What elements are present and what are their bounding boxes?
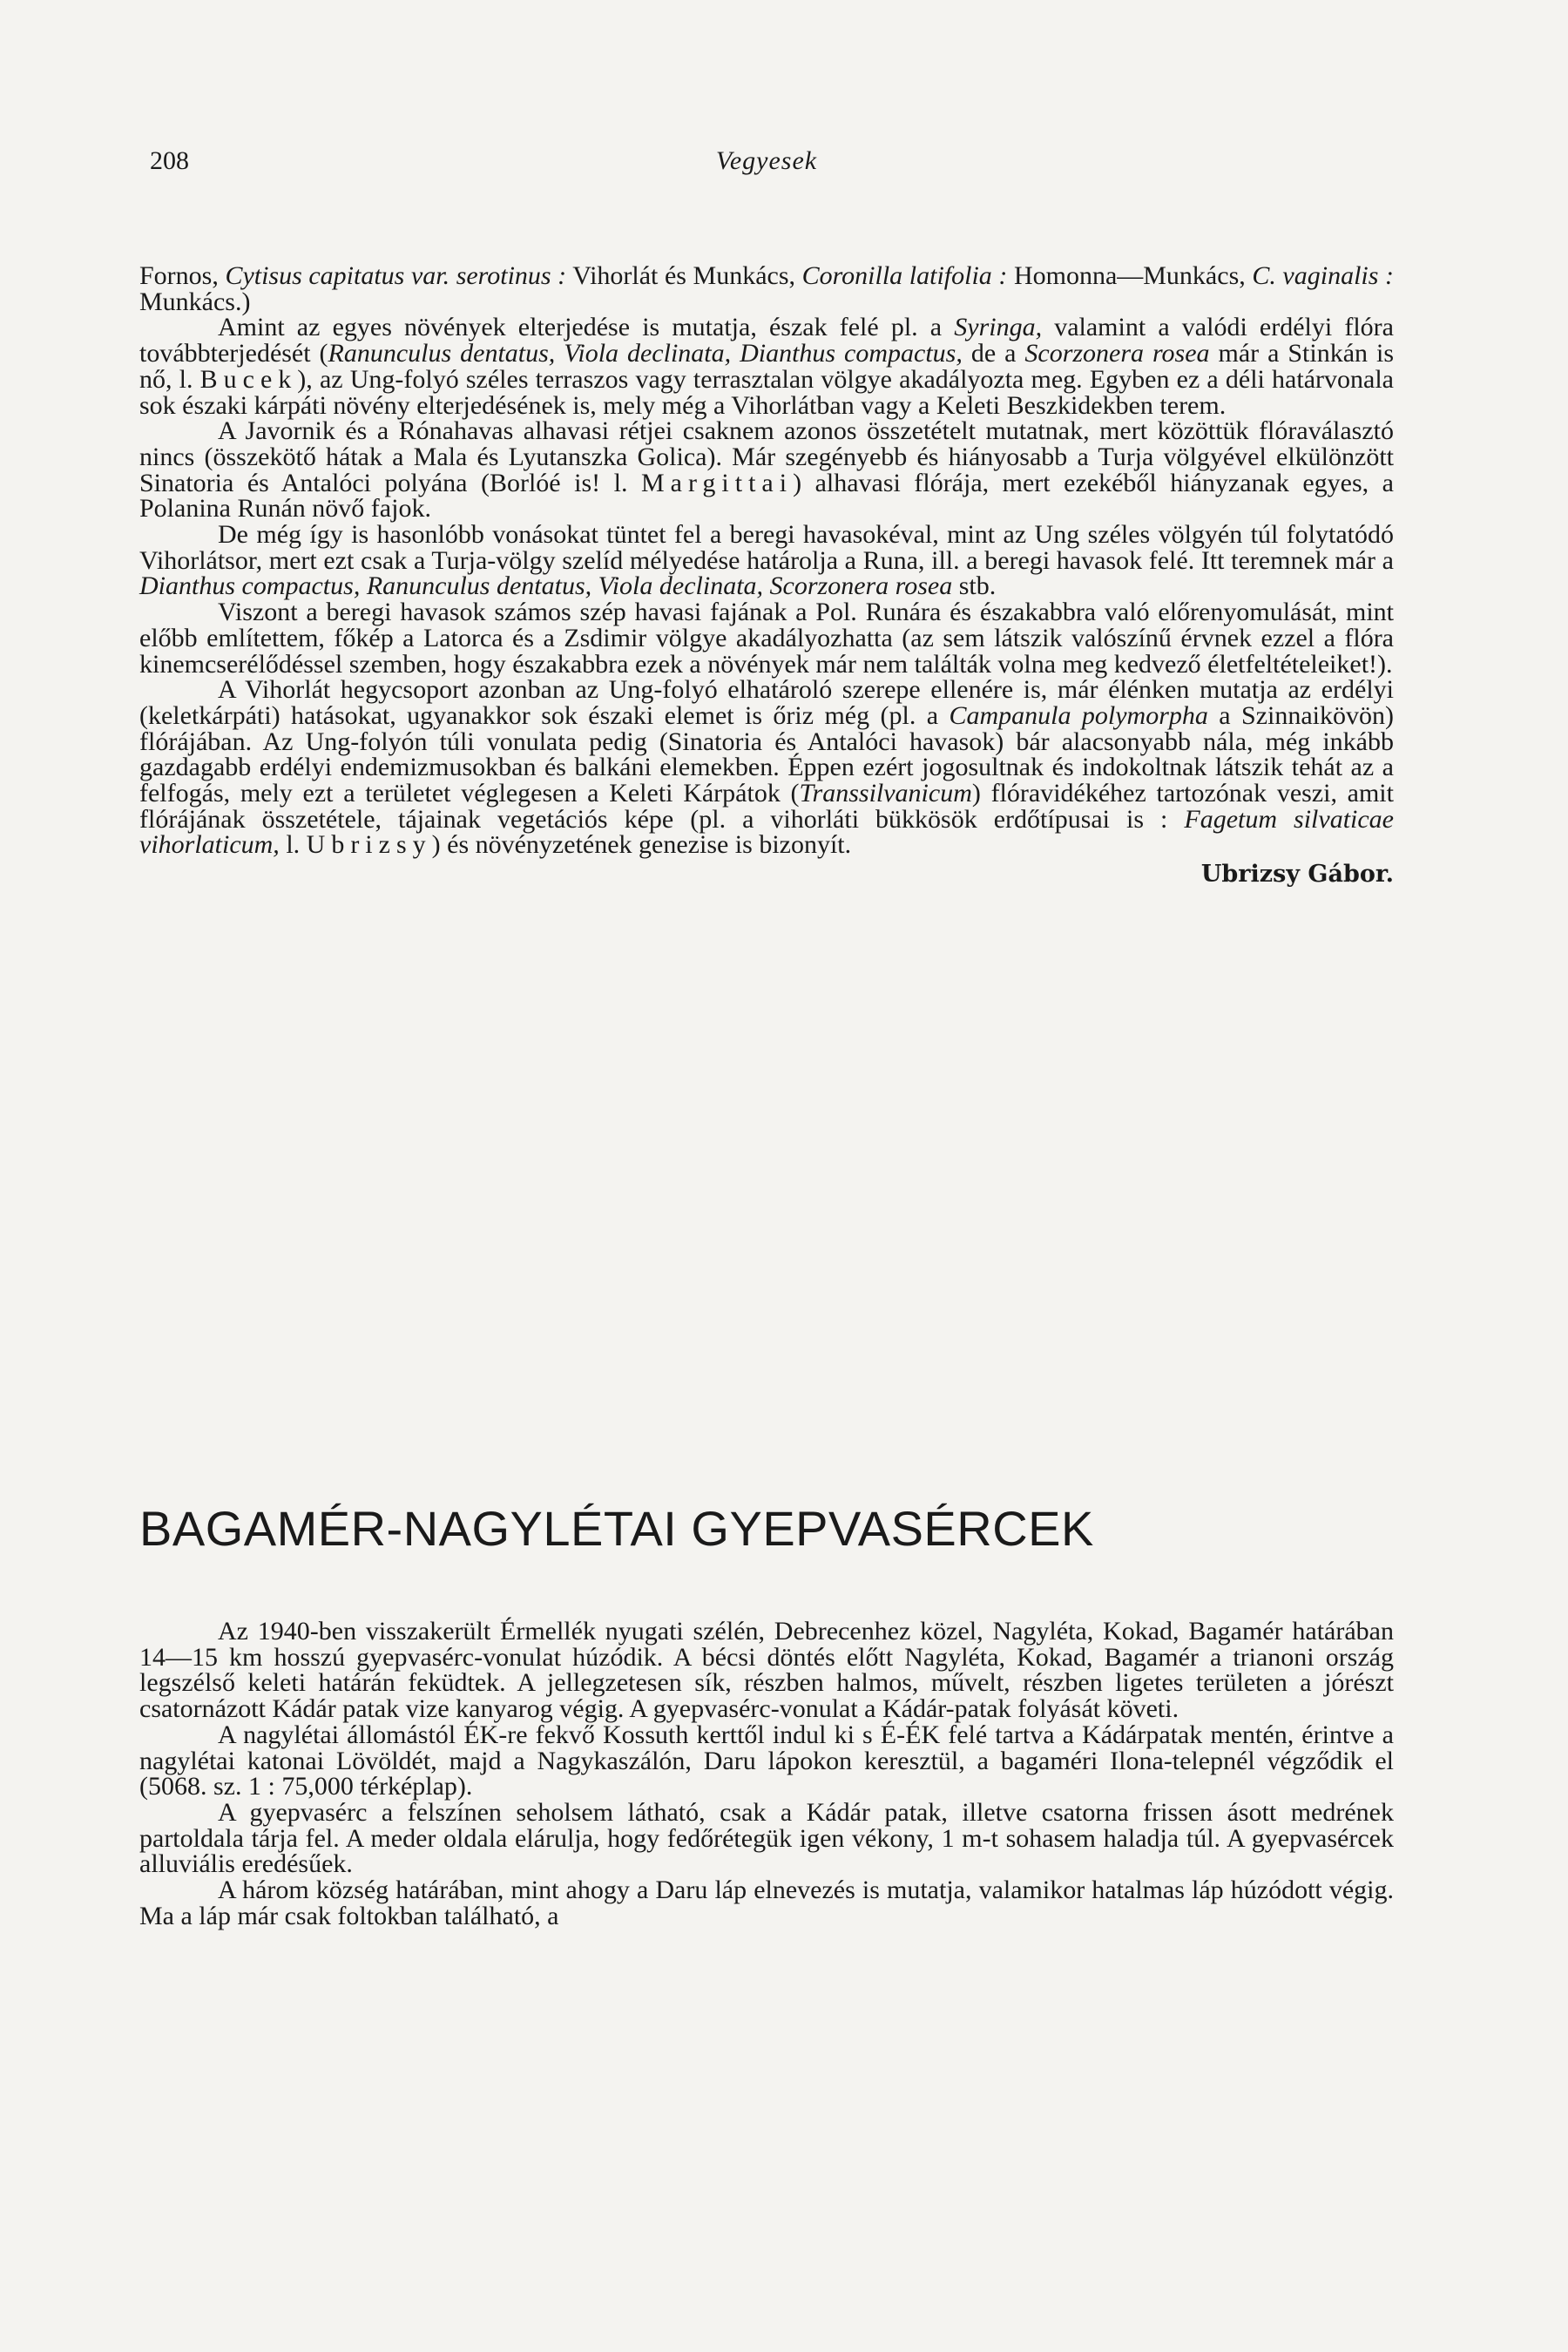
paragraph: A három község határában, mint ahogy a Daru láp elnevezés is mutatja, valamikor hatalmas láp húzódott végig. Ma a láp már csak foltokban található, a bbox=[139, 1876, 1394, 1930]
paragraph: Amint az egyes növények elterjedése is mutatja, észak felé pl. a Syringa, valamint a valódi erdélyi flóra továbbterjedését (Ranunculus dentatus, Viola declinata, Dianthus compactus, de a Scorzonera rosea már a Stinkán is nő, l. Bucek), az Ung-folyó széles terraszos vagy terrasztalan völgye akadályozta meg. Egyben ez a déli határvonala sok északi kárpáti növény elterjedésének is, mely még a Vihorlátban vagy a Keleti Beszkidekben terem. bbox=[139, 313, 1395, 420]
paragraph: Az 1940-ben visszakerült Érmellék nyugati szélén, Debrecenhez közel, Nagyléta, Kokad, Bagamér határában 14—15 km hosszú gyepvasérc-vonulat húzódik. A bécsi döntés előtt Nagyléta, Kokad, Bagamér a trianoni ország legszélső keleti határán feküdtek. A jellegzetesen sík, részben halmos, művelt, részben ligetes területen a jórészt csatornázott Kádár patak vize kanyarog végig. A gyepvasérc-vonulat a Kádár-patak folyását követi. bbox=[139, 1617, 1394, 1724]
author-signature: Ubrizsy Gábor. bbox=[1200, 861, 1394, 889]
article-title: BAGAMÉR-NAGYLÉTAI GYEPVASÉRCEK bbox=[139, 1501, 1094, 1556]
paragraph: De még így is hasonlóbb vonásokat tüntet fel a beregi havasokéval, mint az Ung széles völgyén túl folytatódó Vihorlátsor, mert ezt csak a Turja-völgy szelíd mélyedése határolja a Runa, ill. a beregi havasok felé. Itt teremnek már a Dianthus compactus, Ranunculus dentatus, Viola declinata, Scorzonera rosea stb. bbox=[139, 520, 1394, 601]
paragraph: A Vihorlát hegycsoport azonban az Ung-folyó elhatároló szerepe ellenére is, már élénken mutatja az erdélyi (keletkárpáti) hatásokat, ugyanakkor sok északi elemet is őriz még (pl. a Campanula polymorpha a Szinnaikövön) flórájában. Az Ung-folyón túli vonulata pedig (Sinatoria és Antalóci havasok) bár alacsonyabb nála, még inkább gazdagabb erdélyi endemizmusokban és balkáni elemekben. Éppen ezért jogosultnak és indokoltnak látszik tehát az a felfogás, mely ezt a területet véglegesen a Keleti Kárpátok (Transsilvanicum) flóravidékéhez tartozónak veszi, amit flórájának összetétele, tájainak vegetációs képe (pl. a vihorláti bükkösök erdőtípusai is : Fagetum silvaticae vihorlaticum, l. Ubrizsy) és növényzetének genezise is bizonyít. bbox=[139, 675, 1394, 860]
running-title: Vegyesek bbox=[715, 146, 818, 175]
paragraph: A gyepvasérc a felszínen seholsem látható, csak a Kádár patak, illetve csatorna frissen ásott medrének partoldala tárja fel. A meder oldala elárulja, hogy fedőrétegük igen vékony, 1 m-t sohasem haladja túl. A gyepvasércek alluviális eredésűek. bbox=[139, 1797, 1394, 1879]
paragraph: A Javornik és a Rónahavas alhavasi rétjei csaknem azonos összetételt mutatnak, mert közöttük flóraválasztó nincs (összekötő hátak a Mala és Lyutanszka Golica). Már szegényebb és hiányosabb a Turja völgyével elkülönzött Sinatoria és Antalóci polyána (Borlóé is! l. Margittai) alhavasi flórája, mert ezekéből hiányzanak egyes, a Polanina Runán növő fajok. bbox=[139, 416, 1394, 524]
paragraph: Fornos, Cytisus capitatus var. serotinus : Vihorlát és Munkács, Coronilla latifolia : Homonna—Munkács, C. vaginalis : Munkács.) bbox=[139, 261, 1394, 316]
section-1-body bbox=[139, 263, 1394, 888]
running-head bbox=[139, 146, 1394, 181]
paragraph: Viszont a beregi havasok számos szép havasi fajának a Pol. Runára és északabbra való előrenyomulását, mint előbb említettem, főkép a Latorca és a Zsdimir völgye akadályozhatta (az sem látszik valószínű érvnek ezzel a flóra kinemcserélődéssel szemben, hogy északabbra ezek a növények már nem találták volna meg kedvező életfeltételeiket!). bbox=[139, 598, 1394, 679]
section-2-body bbox=[139, 1619, 1394, 1929]
paragraph: A nagylétai állomástól ÉK-re fekvő Kossuth kerttől indul ki s É-ÉK felé tartva a Kádárpatak mentén, érintve a nagylétai katonai Lövöldét, majd a Nagykaszálón, Daru lápokon keresztül, a bagaméri Ilona-telepnél végződik el (5068. sz. 1 : 75,000 térképlap). bbox=[139, 1720, 1394, 1801]
page-number: 208 bbox=[150, 146, 189, 175]
